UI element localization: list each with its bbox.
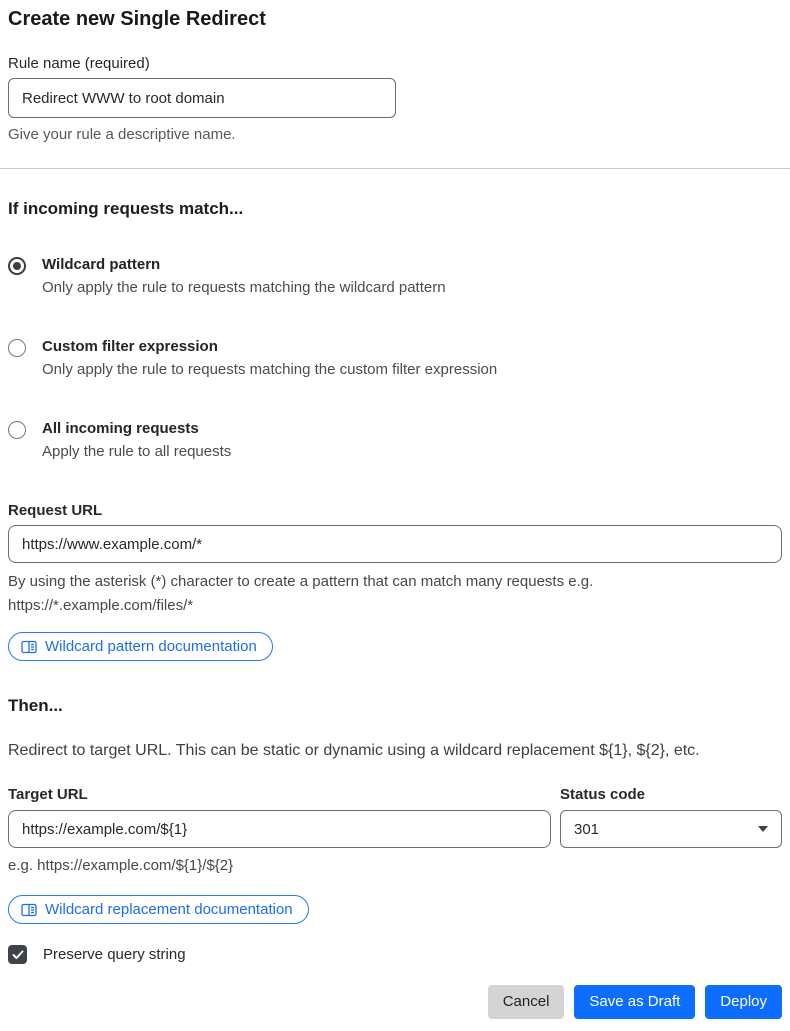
page-title: Create new Single Redirect (8, 8, 266, 30)
status-code-label: Status code (560, 786, 646, 803)
preserve-query-string-row[interactable] (8, 945, 782, 964)
chevron-down-icon (758, 826, 768, 832)
status-code-value: 301 (574, 820, 600, 838)
request-url-label: Request URL (8, 502, 103, 519)
doc-button-label: Wildcard pattern documentation (45, 638, 257, 655)
checkbox-checked-icon[interactable] (8, 945, 27, 964)
check-icon (12, 950, 24, 960)
radio-option-wildcard-pattern[interactable] (8, 255, 782, 298)
radio-option-description: Apply the rule to all requests (42, 443, 232, 460)
request-url-input[interactable] (8, 525, 782, 563)
radio-option-label: Custom filter expression (42, 338, 218, 355)
wildcard-pattern-doc-button[interactable] (8, 632, 273, 661)
radio-button-icon[interactable] (8, 257, 26, 275)
rule-name-helper: Give your rule a descriptive name. (8, 126, 236, 143)
radio-option-description: Only apply the rule to requests matching the custom filter expression (42, 361, 498, 378)
match-section-heading: If incoming requests match... (8, 199, 244, 218)
preserve-query-string-label: Preserve query string (43, 946, 186, 963)
radio-button-icon[interactable] (8, 339, 26, 357)
radio-option-description: Only apply the rule to requests matching the wildcard pattern (42, 279, 446, 296)
radio-option-label: Wildcard pattern (42, 256, 161, 273)
section-divider (0, 168, 790, 169)
radio-button-icon[interactable] (8, 421, 26, 439)
radio-option-label: All incoming requests (42, 420, 199, 437)
cancel-button[interactable]: Cancel (488, 985, 565, 1019)
rule-name-input[interactable] (8, 78, 396, 118)
book-icon (21, 903, 37, 917)
form-actions (8, 985, 782, 1019)
doc-button-label: Wildcard replacement documentation (45, 901, 293, 918)
wildcard-replacement-doc-button[interactable] (8, 895, 309, 924)
book-icon (21, 640, 37, 654)
radio-option-custom-filter[interactable] (8, 337, 782, 380)
save-as-draft-button[interactable]: Save as Draft (574, 985, 695, 1019)
target-url-input[interactable] (8, 810, 551, 848)
target-url-label: Target URL (8, 786, 88, 803)
then-section-heading: Then... (8, 696, 63, 715)
rule-name-label: Rule name (required) (8, 55, 150, 72)
status-code-select[interactable] (560, 810, 782, 848)
radio-option-all-requests[interactable] (8, 419, 782, 462)
target-url-helper: e.g. https://example.com/${1}/${2} (8, 857, 234, 874)
match-type-radio-group (8, 255, 782, 462)
deploy-button[interactable]: Deploy (705, 985, 782, 1019)
then-section-description: Redirect to target URL. This can be static or dynamic using a wildcard replacement ${1}, ${2}, etc. (8, 742, 700, 759)
request-url-helper: By using the asterisk (*) character to create a pattern that can match many requests e.g. https://*.example.com/files/* (8, 573, 594, 614)
